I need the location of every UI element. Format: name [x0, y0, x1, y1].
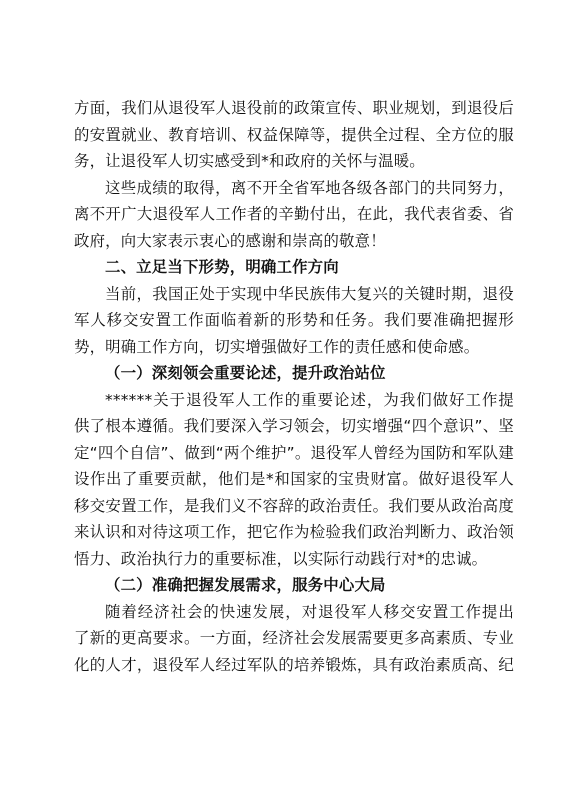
text-line: ******关于退役军人工作的重要论述，为我们做好工作提	[105, 390, 514, 409]
text-line: 方面，我们从退役军人退役前的政策宣传、职业规划，到退役后	[74, 99, 514, 117]
text-line: 随着经济社会的快速发展，对退役军人移交安置工作提出	[105, 602, 514, 621]
text-line: 的安置就业、教育培训、权益保障等，提供全过程、全方位的服	[74, 125, 514, 144]
text-line: 供了根本遵循。我们要深入学习领会，切实增强“四个意识”、坚	[74, 417, 514, 435]
section-heading: 二、立足当下形势，明确工作方向	[105, 258, 339, 276]
text-line: 军人移交安置工作面临着新的形势和任务。我们要准确把握形	[74, 311, 514, 329]
text-line: 设作出了重要贡献，他们是*和国家的宝贵财富。做好退役军人	[74, 470, 514, 488]
text-line: 来认识和对待这项工作，把它作为检验我们政治判断力、政治领	[74, 523, 514, 541]
text-line: 定“四个自信”、做到“两个维护”。退役军人曾经为国防和军队建	[74, 443, 514, 462]
subsection-heading: （一）深刻领会重要论述，提升政治站位	[105, 364, 386, 382]
text-line: 当前，我国正处于实现中华民族伟大复兴的关键时期，退役	[105, 284, 514, 303]
text-line: 了新的更高要求。一方面，经济社会发展需要更多高素质、专业	[74, 629, 514, 647]
text-line: 势，明确工作方向，切实增强做好工作的责任感和使命感。	[74, 337, 480, 356]
text-line: 悟力、政治执行力的重要标准，以实际行动践行对*的忠诚。	[74, 549, 488, 568]
subsection-heading: （二）准确把握发展需求，服务中心大局	[105, 576, 386, 594]
text-line: 政府，向大家表示衷心的感谢和崇高的敬意！	[74, 231, 386, 250]
text-line: 务，让退役军人切实感受到*和政府的关怀与温暖。	[74, 152, 425, 170]
text-line: 离不开广大退役军人工作者的辛勤付出，在此，我代表省委、省	[74, 205, 514, 223]
text-line: 移交安置工作，是我们义不容辞的政治责任。我们要从政治高度	[74, 496, 514, 515]
text-line: 这些成绩的取得，离不开全省军地各级各部门的共同努力，	[105, 178, 514, 197]
document-body	[74, 95, 514, 678]
text-line: 化的人才，退役军人经过军队的培养锻炼，具有政治素质高、纪	[74, 655, 514, 674]
